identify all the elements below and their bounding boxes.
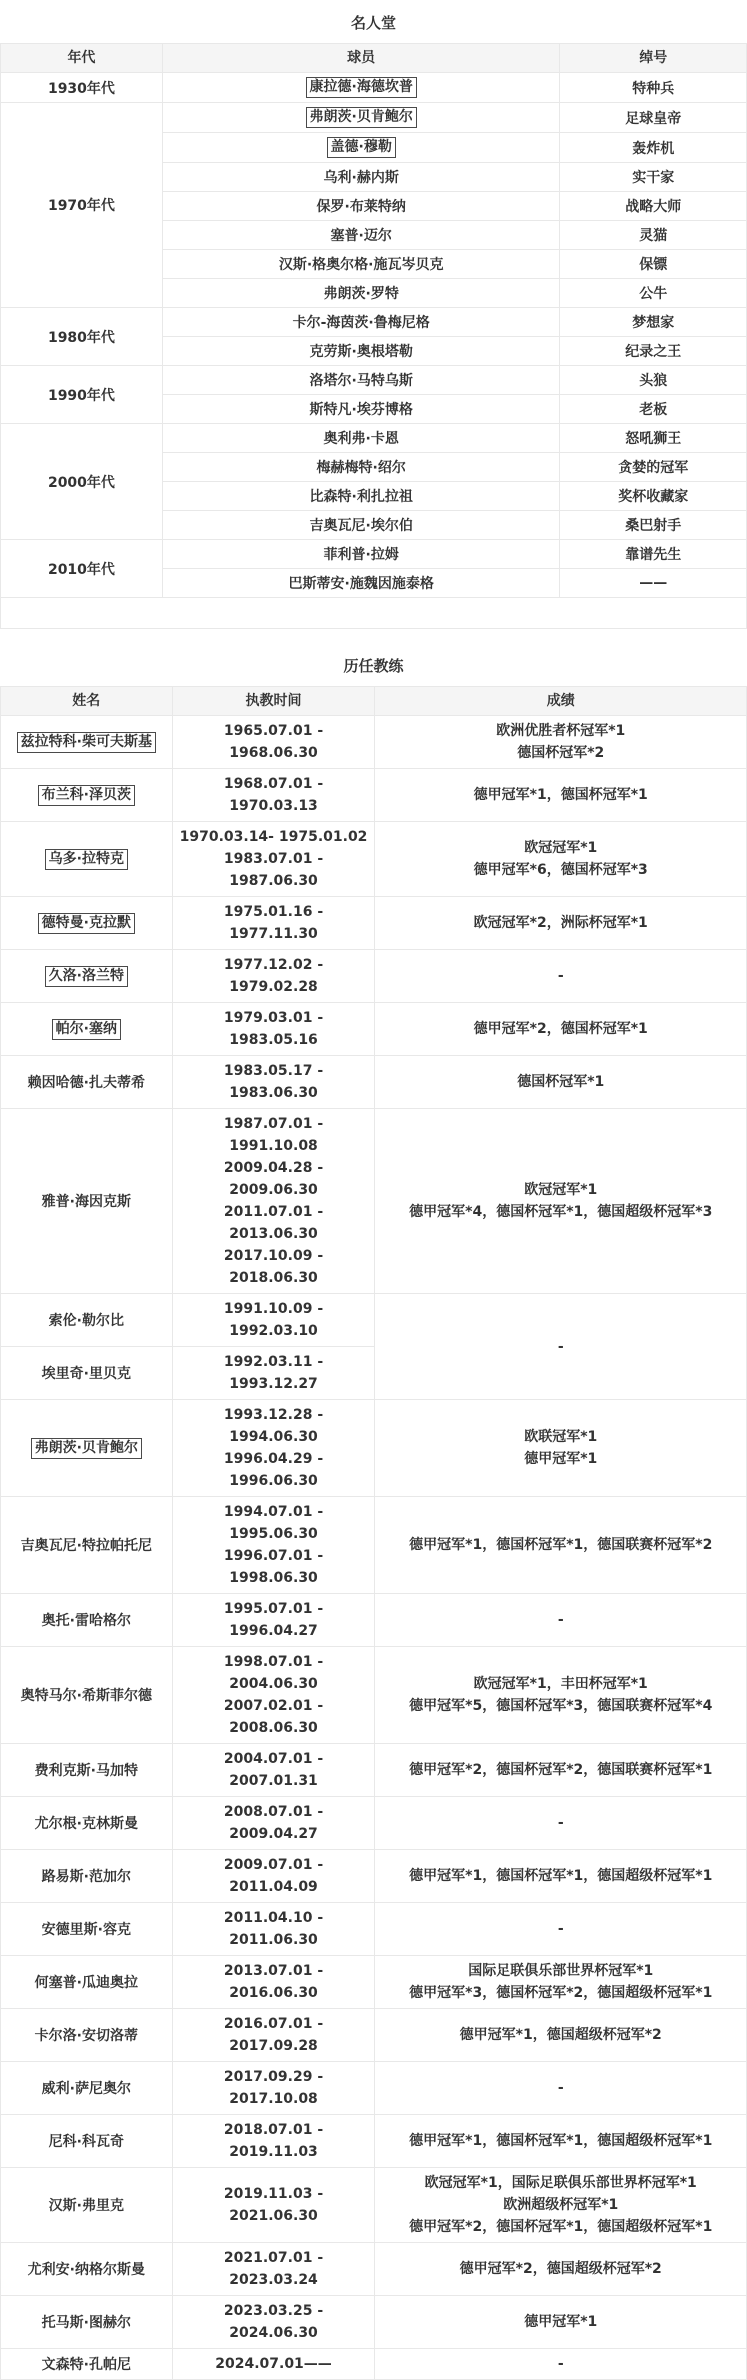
player-name-cell: 卡尔-海茵茨·鲁梅尼格 — [162, 308, 560, 337]
table-row — [1, 1497, 747, 1594]
table-row — [1, 2062, 747, 2115]
achievement-line: 德甲冠军*1，德国杯冠军*1，德国联赛杯冠军*2 — [409, 1537, 713, 1553]
period-cell — [172, 769, 375, 822]
period-cell — [172, 1497, 375, 1594]
table-row — [1, 2349, 747, 2380]
table-row — [1, 424, 747, 453]
period-line: 1998.07.01 - 2004.06.30 — [223, 1654, 324, 1692]
era-cell: 1980年代 — [1, 308, 163, 366]
empty-row — [1, 598, 747, 629]
period-line: 2007.02.01 - 2008.06.30 — [223, 1698, 324, 1736]
achievement-line: 德甲冠军*6，德国杯冠军*3 — [473, 862, 648, 878]
player-link[interactable]: 弗朗茨·贝肯鲍尔 — [306, 107, 417, 128]
period-line: 2013.07.01 - 2016.06.30 — [223, 1963, 324, 2001]
nickname-cell: 靠谱先生 — [560, 540, 747, 569]
period-cell — [172, 822, 375, 897]
achievement-line: 德甲冠军*3，德国杯冠军*2，德国超级杯冠军*1 — [409, 1985, 713, 2001]
period-cell — [172, 1347, 375, 1400]
period-line: 1975.01.16 - 1977.11.30 — [223, 904, 324, 942]
table-row — [1, 2243, 747, 2296]
period-cell — [172, 1594, 375, 1647]
achievement-line: 欧联冠军*1 — [524, 1429, 598, 1445]
period-cell — [172, 1400, 375, 1497]
achievement-line: - — [557, 1612, 564, 1628]
period-line: 1993.12.28 - 1994.06.30 — [223, 1407, 324, 1445]
nickname-cell: 梦想家 — [560, 308, 747, 337]
era-cell: 1990年代 — [1, 366, 163, 424]
table-row — [1, 540, 747, 569]
achievement-cell — [375, 2243, 747, 2296]
nickname-cell: 头狼 — [560, 366, 747, 395]
period-line: 1996.04.29 - 1996.06.30 — [223, 1451, 324, 1489]
table-row — [1, 1594, 747, 1647]
table-row — [1, 769, 747, 822]
achievement-line: 德甲冠军*5，德国杯冠军*3，德国联赛杯冠军*4 — [409, 1698, 713, 1714]
hall-of-fame-header-row — [1, 44, 747, 73]
period-cell — [172, 1294, 375, 1347]
achievement-line: - — [557, 2080, 564, 2096]
achievement-cell — [375, 2009, 747, 2062]
coach-link[interactable]: 乌多·拉特克 — [45, 849, 128, 870]
period-cell — [172, 897, 375, 950]
achievement-cell — [375, 1003, 747, 1056]
table-row — [1, 1400, 747, 1497]
period-line: 1970.03.14- 1975.01.02 — [179, 829, 368, 845]
table-row — [1, 2168, 747, 2243]
coach-name-cell: 托马斯·图赫尔 — [1, 2296, 173, 2349]
nickname-cell: 足球皇帝 — [560, 103, 747, 133]
nickname-cell: 怒吼狮王 — [560, 424, 747, 453]
period-cell — [172, 2349, 375, 2380]
period-line: 1983.07.01 - 1987.06.30 — [223, 851, 324, 889]
table-row — [1, 897, 747, 950]
achievement-line: 德甲冠军*2，德国超级杯冠军*2 — [459, 2261, 662, 2277]
achievement-line: 德甲冠军*2，德国杯冠军*1 — [473, 1021, 648, 1037]
period-line: 2009.04.28 - 2009.06.30 — [223, 1160, 324, 1198]
coaches-title: 历任教练 — [343, 657, 404, 675]
era-cell: 2010年代 — [1, 540, 163, 598]
player-name-cell: 洛塔尔·马特乌斯 — [162, 366, 560, 395]
player-name-cell — [162, 103, 560, 133]
coach-name-cell: 奥托·雷哈格尔 — [1, 1594, 173, 1647]
player-name-cell: 乌利·赫内斯 — [162, 163, 560, 192]
period-line: 2021.07.01 - 2023.03.24 — [223, 2250, 324, 2288]
achievement-line: 欧冠冠军*2，洲际杯冠军*1 — [473, 915, 648, 931]
player-name-cell: 吉奥瓦尼·埃尔伯 — [162, 511, 560, 540]
period-cell — [172, 1744, 375, 1797]
coach-link[interactable]: 帕尔·塞纳 — [52, 1019, 121, 1040]
achievement-line: - — [557, 1338, 564, 1355]
achievement-line: 德甲冠军*1 — [524, 2314, 598, 2330]
period-line: 1983.05.17 - 1983.06.30 — [223, 1063, 324, 1101]
coach-name-cell — [1, 1400, 173, 1497]
achievement-cell — [375, 2115, 747, 2168]
achievement-cell — [375, 1497, 747, 1594]
period-line: 2016.07.01 - 2017.09.28 — [223, 2016, 324, 2054]
achievement-cell — [375, 1850, 747, 1903]
achievement-line: 欧洲优胜者杯冠军*1 — [496, 723, 626, 739]
achievement-cell — [375, 1956, 747, 2009]
nickname-cell: 轰炸机 — [560, 133, 747, 163]
coach-name-cell: 吉奥瓦尼·特拉帕托尼 — [1, 1497, 173, 1594]
table-row — [1, 1744, 747, 1797]
nickname-cell: 贪婪的冠军 — [560, 453, 747, 482]
nickname-cell: 实干家 — [560, 163, 747, 192]
achievement-cell — [375, 769, 747, 822]
achievement-cell — [375, 1903, 747, 1956]
column-header-player: 球员 — [162, 44, 560, 73]
achievement-cell — [375, 1056, 747, 1109]
empty-cell — [1, 598, 747, 629]
coach-name-cell: 尤尔根·克林斯曼 — [1, 1797, 173, 1850]
column-header-era: 年代 — [1, 44, 163, 73]
coaches-section — [0, 643, 747, 2380]
period-cell — [172, 1850, 375, 1903]
nickname-cell: 奖杯收藏家 — [560, 482, 747, 511]
achievement-cell — [375, 897, 747, 950]
coach-name-cell: 索伦·勒尔比 — [1, 1294, 173, 1347]
period-cell — [172, 1647, 375, 1744]
period-line: 2008.07.01 - 2009.04.27 — [223, 1804, 324, 1842]
player-link[interactable]: 康拉德·海德坎普 — [306, 77, 417, 98]
player-name-cell: 比森特·利扎拉祖 — [162, 482, 560, 511]
era-cell: 1970年代 — [1, 103, 163, 308]
period-cell — [172, 1109, 375, 1294]
period-cell — [172, 2296, 375, 2349]
period-line: 1991.10.09 - 1992.03.10 — [223, 1301, 324, 1339]
coach-link[interactable]: 德特曼·克拉默 — [38, 913, 135, 934]
achievement-cell — [375, 1400, 747, 1497]
period-line: 1987.07.01 - 1991.10.08 — [223, 1116, 324, 1154]
coach-name-cell — [1, 1003, 173, 1056]
nickname-cell: —— — [560, 569, 747, 598]
coach-name-cell — [1, 897, 173, 950]
table-row — [1, 1850, 747, 1903]
achievement-line: - — [557, 2356, 564, 2372]
player-link[interactable]: 盖德·穆勒 — [327, 137, 396, 158]
period-cell — [172, 1056, 375, 1109]
table-row — [1, 822, 747, 897]
achievement-line: 欧冠冠军*1，国际足联俱乐部世界杯冠军*1 — [424, 2175, 697, 2191]
coach-name-cell: 卡尔洛·安切洛蒂 — [1, 2009, 173, 2062]
period-line: 2017.09.29 - 2017.10.08 — [223, 2069, 324, 2107]
period-cell — [172, 716, 375, 769]
achievement-line: 德国杯冠军*1 — [517, 1074, 605, 1090]
column-header-achievement: 成绩 — [375, 687, 747, 716]
player-name-cell: 克劳斯·奥根塔勒 — [162, 337, 560, 366]
player-name-cell: 巴斯蒂安·施魏因施泰格 — [162, 569, 560, 598]
column-header-nickname: 绰号 — [560, 44, 747, 73]
achievement-cell — [375, 2062, 747, 2115]
table-row — [1, 2115, 747, 2168]
coach-name-cell: 路易斯·范加尔 — [1, 1850, 173, 1903]
coach-name-cell: 文森特·孔帕尼 — [1, 2349, 173, 2380]
coach-name-cell — [1, 950, 173, 1003]
achievement-line: 欧洲超级杯冠军*1 — [503, 2197, 619, 2213]
period-cell — [172, 1956, 375, 2009]
nickname-cell: 灵猫 — [560, 221, 747, 250]
nickname-cell: 保镖 — [560, 250, 747, 279]
achievement-line: 欧冠冠军*1，丰田杯冠军*1 — [473, 1676, 648, 1692]
achievement-line: 德甲冠军*1 — [524, 1451, 598, 1467]
table-row — [1, 1647, 747, 1744]
period-cell — [172, 2168, 375, 2243]
period-cell — [172, 950, 375, 1003]
achievement-cell — [375, 950, 747, 1003]
achievement-line: - — [557, 1815, 564, 1831]
period-line: 2011.07.01 - 2013.06.30 — [223, 1204, 324, 1242]
table-row — [1, 1903, 747, 1956]
nickname-cell: 公牛 — [560, 279, 747, 308]
achievement-cell — [375, 822, 747, 897]
period-line: 2023.03.25 - 2024.06.30 — [223, 2303, 324, 2341]
player-name-cell: 菲利普·拉姆 — [162, 540, 560, 569]
achievement-cell — [375, 1647, 747, 1744]
period-line: 1995.07.01 - 1996.04.27 — [223, 1601, 324, 1639]
player-name-cell: 保罗·布莱特纳 — [162, 192, 560, 221]
nickname-cell: 桑巴射手 — [560, 511, 747, 540]
achievement-cell — [375, 2168, 747, 2243]
coach-name-cell: 奥特马尔·希斯菲尔德 — [1, 1647, 173, 1744]
player-name-cell — [162, 73, 560, 103]
achievement-line: 德甲冠军*1，德国超级杯冠军*2 — [459, 2027, 662, 2043]
table-row — [1, 308, 747, 337]
hall-of-fame-section — [0, 0, 747, 629]
coach-name-cell — [1, 769, 173, 822]
period-line: 1979.03.01 - 1983.05.16 — [223, 1010, 324, 1048]
coaches-table — [0, 686, 747, 2380]
period-line: 2024.07.01—— — [215, 2356, 332, 2372]
player-name-cell: 梅赫梅特·绍尔 — [162, 453, 560, 482]
coach-name-cell: 雅普·海因克斯 — [1, 1109, 173, 1294]
table-row — [1, 366, 747, 395]
achievement-line: 国际足联俱乐部世界杯冠军*1 — [468, 1963, 654, 1979]
coach-name-cell: 尼科·科瓦奇 — [1, 2115, 173, 2168]
period-line: 1996.07.01 - 1998.06.30 — [223, 1548, 324, 1586]
achievement-line: 德甲冠军*2，德国杯冠军*1，德国超级杯冠军*1 — [409, 2219, 713, 2235]
coach-name-cell: 汉斯·弗里克 — [1, 2168, 173, 2243]
period-line: 1992.03.11 - 1993.12.27 — [223, 1354, 324, 1392]
table-row — [1, 2296, 747, 2349]
nickname-cell: 战略大师 — [560, 192, 747, 221]
period-line: 2004.07.01 - 2007.01.31 — [223, 1751, 324, 1789]
player-name-cell — [162, 133, 560, 163]
achievement-line: 德甲冠军*1，德国杯冠军*1，德国超级杯冠军*1 — [409, 1868, 713, 1884]
period-cell — [172, 2009, 375, 2062]
coach-name-cell: 费利克斯·马加特 — [1, 1744, 173, 1797]
hall-of-fame-table — [0, 43, 747, 629]
nickname-cell: 纪录之王 — [560, 337, 747, 366]
coach-name-cell: 威利·萨尼奥尔 — [1, 2062, 173, 2115]
coach-name-cell: 安德里斯·容克 — [1, 1903, 173, 1956]
player-name-cell: 汉斯·格奥尔格·施瓦岑贝克 — [162, 250, 560, 279]
table-row — [1, 1003, 747, 1056]
coach-link[interactable]: 布兰科·泽贝茨 — [38, 785, 135, 806]
coach-name-cell: 何塞普·瓜迪奥拉 — [1, 1956, 173, 2009]
era-cell: 1930年代 — [1, 73, 163, 103]
period-line: 1968.07.01 - 1970.03.13 — [223, 776, 324, 814]
table-row — [1, 73, 747, 103]
period-line: 2011.04.10 - 2011.06.30 — [223, 1910, 324, 1948]
period-cell — [172, 2243, 375, 2296]
column-header-period: 执教时间 — [172, 687, 375, 716]
coach-name-cell — [1, 822, 173, 897]
period-cell — [172, 1003, 375, 1056]
achievement-cell — [375, 1744, 747, 1797]
table-row — [1, 950, 747, 1003]
achievement-cell — [375, 1797, 747, 1850]
achievement-cell — [375, 2296, 747, 2349]
coach-name-cell — [1, 716, 173, 769]
period-cell — [172, 2062, 375, 2115]
period-line: 1965.07.01 - 1968.06.30 — [223, 723, 324, 761]
section-gap — [0, 629, 747, 643]
coach-link[interactable]: 久洛·洛兰特 — [45, 966, 128, 987]
achievement-line: - — [557, 968, 564, 984]
period-cell — [172, 1797, 375, 1850]
era-cell: 2000年代 — [1, 424, 163, 540]
column-header-name: 姓名 — [1, 687, 173, 716]
achievement-line: 欧冠冠军*1 — [524, 1182, 598, 1198]
player-name-cell: 奥利弗·卡恩 — [162, 424, 560, 453]
coach-link[interactable]: 弗朗茨·贝肯鲍尔 — [31, 1438, 142, 1459]
player-name-cell: 斯特凡·埃芬博格 — [162, 395, 560, 424]
hall-of-fame-title: 名人堂 — [350, 14, 396, 32]
achievement-line: 德甲冠军*4，德国杯冠军*1，德国超级杯冠军*3 — [409, 1204, 713, 1220]
achievement-cell — [375, 2349, 747, 2380]
achievement-cell — [375, 1109, 747, 1294]
achievement-line: 德甲冠军*1，德国杯冠军*1 — [473, 787, 648, 803]
period-line: 1994.07.01 - 1995.06.30 — [223, 1504, 324, 1542]
table-row — [1, 1056, 747, 1109]
coach-name-cell: 尤利安·纳格尔斯曼 — [1, 2243, 173, 2296]
table-row — [1, 2009, 747, 2062]
period-line: 2018.07.01 - 2019.11.03 — [223, 2122, 324, 2160]
nickname-cell: 特种兵 — [560, 73, 747, 103]
achievement-line: 德甲冠军*2，德国杯冠军*2，德国联赛杯冠军*1 — [409, 1762, 713, 1778]
player-name-cell: 塞普·迈尔 — [162, 221, 560, 250]
table-row — [1, 103, 747, 133]
period-line: 1977.12.02 - 1979.02.28 — [223, 957, 324, 995]
table-row — [1, 716, 747, 769]
achievement-cell — [375, 716, 747, 769]
period-cell — [172, 2115, 375, 2168]
coaches-header-row — [1, 687, 747, 716]
coach-name-cell: 埃里奇·里贝克 — [1, 1347, 173, 1400]
achievement-line: 德甲冠军*1，德国杯冠军*1，德国超级杯冠军*1 — [409, 2133, 713, 2149]
achievement-cell — [375, 1594, 747, 1647]
period-line: 2009.07.01 - 2011.04.09 — [223, 1857, 324, 1895]
coach-name-cell: 赖因哈德·扎夫蒂希 — [1, 1056, 173, 1109]
player-name-cell: 弗朗茨·罗特 — [162, 279, 560, 308]
achievement-cell — [375, 1294, 747, 1400]
table-row — [1, 1956, 747, 2009]
achievement-line: - — [557, 1921, 564, 1937]
achievement-line: 欧冠冠军*1 — [524, 840, 598, 856]
period-line: 2019.11.03 - 2021.06.30 — [223, 2186, 324, 2224]
table-row — [1, 1797, 747, 1850]
table-row — [1, 1109, 747, 1294]
nickname-cell: 老板 — [560, 395, 747, 424]
coach-link[interactable]: 兹拉特科·柴可夫斯基 — [17, 732, 156, 753]
period-cell — [172, 1903, 375, 1956]
period-line: 2017.10.09 - 2018.06.30 — [223, 1248, 324, 1286]
table-row — [1, 1294, 747, 1347]
achievement-line: 德国杯冠军*2 — [517, 745, 605, 761]
